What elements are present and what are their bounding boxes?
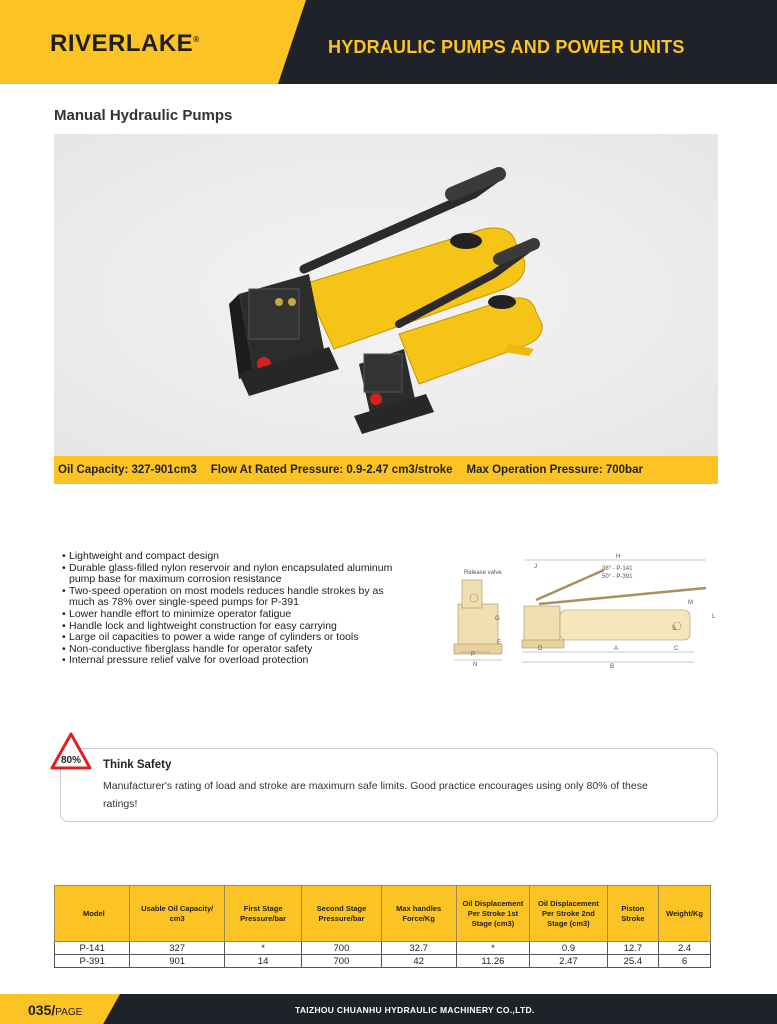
- label-h: H: [616, 554, 621, 560]
- page-number-value: 035/: [28, 1002, 56, 1018]
- label-b: B: [610, 664, 615, 670]
- header-piston-stroke: Piston Stroke: [607, 886, 658, 942]
- dimension-diagram: [444, 548, 724, 670]
- feature-item: • Non-conductive fiberglass handle for operator safety: [62, 644, 422, 656]
- spec-bar: [54, 456, 718, 484]
- table-cell: 42: [381, 955, 456, 968]
- table-header-row: [55, 886, 711, 942]
- label-n: N: [473, 662, 478, 668]
- table-cell: 6: [659, 955, 711, 968]
- flow-spec: Flow At Rated Pressure: 0.9-2.47 cm3/stroke: [210, 464, 453, 476]
- product-photo: [54, 134, 718, 456]
- label-m: M: [688, 600, 693, 606]
- table-cell: 700: [302, 955, 381, 968]
- table-cell: *: [224, 942, 301, 955]
- spec-table: [54, 885, 711, 968]
- table-cell: P-141: [55, 942, 130, 955]
- label-e: E: [497, 640, 502, 646]
- label-l: L: [712, 614, 716, 620]
- header-second-stage: Second Stage Pressure/bar: [302, 886, 381, 942]
- header-displacement-1st: Oil Displacement Per Stroke 1st Stage (cm3): [456, 886, 530, 942]
- table-cell: P-391: [55, 955, 130, 968]
- brand-logo: [50, 30, 200, 58]
- label-d: D: [538, 646, 543, 652]
- table-cell: 14: [224, 955, 301, 968]
- table-cell: 901: [130, 955, 225, 968]
- brand-logo-text: RIVERLAKE: [50, 30, 194, 57]
- table-cell: 32.7: [381, 942, 456, 955]
- safety-title: Think Safety: [103, 759, 172, 771]
- header-title: HYDRAULIC PUMPS AND POWER UNITS: [328, 37, 685, 57]
- label-g: G: [495, 616, 500, 622]
- feature-item: • Lightweight and compact design: [62, 551, 422, 563]
- footer-company: TAIZHOU CHUANHU HYDRAULIC MACHINERY CO.,LTD.: [295, 1005, 535, 1015]
- label-j: J: [534, 564, 537, 570]
- safety-text: Manufacturer's rating of load and stroke are maximurn safe limits. Good practice encourages using only 80% of these ratings!: [103, 780, 648, 810]
- registered-mark: ®: [193, 35, 200, 44]
- feature-item: • Internal pressure relief valve for overload protection: [62, 655, 422, 667]
- feature-item-continuation: pump base for maximum corrosion resistance: [69, 573, 282, 586]
- table-cell: 2.4: [659, 942, 711, 955]
- safety-badge: 80%: [60, 755, 82, 766]
- max-pressure-spec: Max Operation Pressure: 700bar: [466, 464, 643, 476]
- label-c: C: [674, 646, 679, 652]
- table-cell: 2.47: [530, 955, 607, 968]
- label-s: S: [672, 626, 677, 632]
- features-list: [62, 551, 422, 667]
- label-release-valve: Release valve: [464, 570, 502, 576]
- header-model: Model: [55, 886, 130, 942]
- feature-item: • Lower handle effort to minimize operator fatigue: [62, 609, 422, 621]
- hydraulic-pumps-illustration: [54, 134, 718, 456]
- feature-item: • Two-speed operation on most models reduces handle strokes by as: [62, 586, 422, 598]
- table-cell: 0.9: [530, 942, 607, 955]
- header-displacement-2nd: Oil Displacement Per Stroke 2nd Stage (cm3): [530, 886, 607, 942]
- table-cell: 700: [302, 942, 381, 955]
- feature-item: • Handle lock and lightweight construction for easy carrying: [62, 621, 422, 633]
- label-angle-p141: 38° - P-141: [602, 566, 633, 572]
- header-handle-force: Max handles Force/Kg: [381, 886, 456, 942]
- table-cell: 12.7: [607, 942, 658, 955]
- table-cell: 25.4: [607, 955, 658, 968]
- header-first-stage: First Stage Pressure/bar: [224, 886, 301, 942]
- label-angle-p391: 50° - P-391: [602, 574, 633, 580]
- page-label: PAGE: [55, 1007, 83, 1018]
- feature-item: • Durable glass-filled nylon reservoir and nylon encapsulated aluminum: [62, 563, 422, 575]
- feature-item-continuation: much as 78% over single-speed pumps for P-391: [69, 596, 299, 609]
- table-row: [55, 942, 711, 955]
- header-weight: Weight/Kg: [659, 886, 711, 942]
- section-title: Manual Hydraulic Pumps: [54, 107, 233, 124]
- header-oil-capacity: Usable Oil Capacity/ cm3: [130, 886, 225, 942]
- label-a: A: [614, 646, 619, 652]
- label-p: P: [471, 652, 476, 658]
- table-cell: *: [456, 942, 530, 955]
- table-row: [55, 955, 711, 968]
- table-cell: 11.26: [456, 955, 530, 968]
- oil-capacity-spec: Oil Capacity: 327-901cm3: [58, 464, 197, 476]
- page-number: [28, 1002, 82, 1018]
- warning-triangle-icon: [50, 732, 92, 770]
- table-cell: 327: [130, 942, 225, 955]
- feature-item: • Large oil capacities to power a wide range of cylinders or tools: [62, 632, 422, 644]
